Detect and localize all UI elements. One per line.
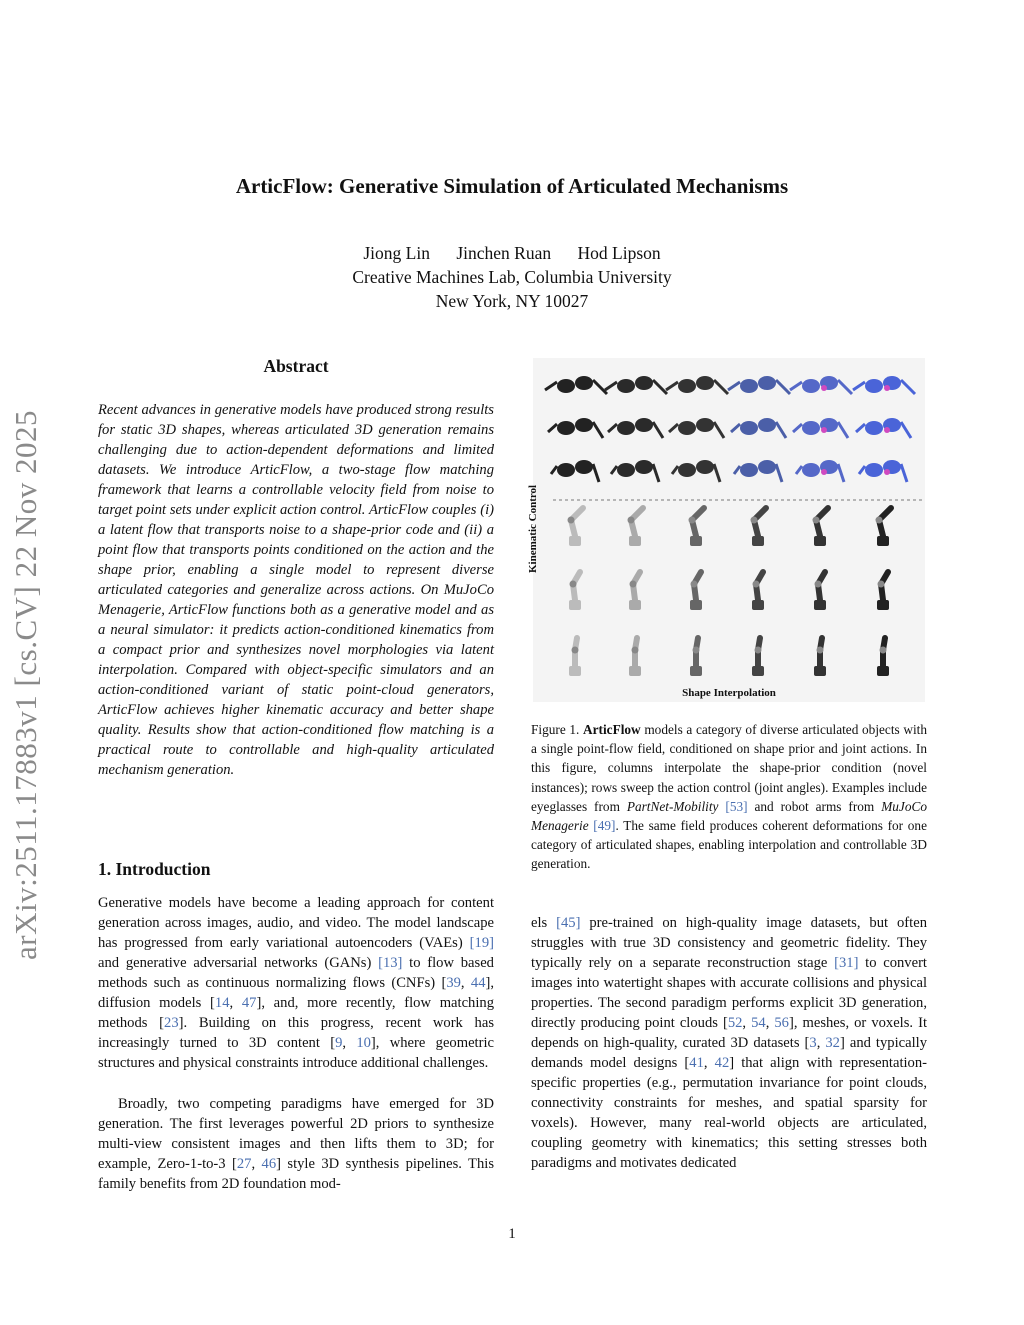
robot-arm-thumbnail-joint: [751, 517, 758, 524]
citation-link[interactable]: 32: [825, 1035, 840, 1051]
eyeglasses-thumbnail-lens: [575, 376, 593, 390]
text-run: ,: [816, 1035, 826, 1051]
caption-italic-1: PartNet-Mobility: [626, 798, 719, 814]
text-run: ,: [229, 995, 242, 1011]
eyeglasses-thumbnail-lens: [617, 379, 635, 393]
robot-arm-thumbnail-joint: [632, 647, 639, 654]
text-run: ], diffusion models [: [98, 975, 495, 1011]
text-run: ] and typically demands model designs [: [531, 1035, 928, 1071]
page-number: 1: [508, 1226, 516, 1242]
eyeglasses-thumbnail-lens: [865, 463, 883, 477]
robot-arm-thumbnail-joint: [630, 581, 637, 588]
author-3: Hod Lipson: [577, 243, 661, 263]
eyeglasses-thumbnail-lens: [678, 421, 696, 435]
eyeglasses-thumbnail-lens: [696, 376, 714, 390]
figure-x-label: Shape Interpolation: [682, 687, 776, 699]
citation-link[interactable]: 54: [751, 1015, 766, 1031]
text-run: and generative adversarial networks (GANs): [98, 955, 379, 971]
text-run: to flow based methods such as continuous normalizing flows (CNFs) [: [98, 955, 494, 991]
citation-link[interactable]: 23: [164, 1015, 179, 1031]
eyeglasses-thumbnail-lens: [696, 418, 714, 432]
eyeglasses-thumbnail-highlight: [884, 385, 890, 391]
text-run: ,: [765, 1015, 775, 1031]
citation-link[interactable]: [19]: [469, 935, 494, 951]
robot-arm-thumbnail-joint: [876, 517, 883, 524]
robot-arm-thumbnail-joint: [878, 581, 885, 588]
robot-arm-thumbnail-joint: [815, 581, 822, 588]
citation-link[interactable]: 10: [356, 1035, 371, 1051]
eyeglasses-thumbnail-highlight: [821, 427, 827, 433]
eyeglasses-thumbnail-highlight: [821, 469, 827, 475]
citation-link[interactable]: 47: [241, 995, 257, 1011]
address: New York, NY 10027: [435, 291, 589, 311]
robot-arm-thumbnail-joint: [691, 581, 698, 588]
eyeglasses-thumbnail-lens: [557, 379, 575, 393]
author-block: [0, 241, 1024, 313]
abstract-heading: Abstract: [263, 356, 329, 376]
eyeglasses-thumbnail-lens: [678, 463, 696, 477]
abstract-text: Recent advances in generative models have produced strong results for static 3D shapes, whereas articulated 3D generation remains challenging due to action-dependent deformations and limited datasets. We introduce ArticFlow, a two-stage flow matching framework that learns a controllable velocity field from noise to target point sets under explicit action control. ArticFlow couples (i) a latent flow that transports noise to a shape-prior code and (ii) a point flow that transports points conditioned on the action and the shape prior, enabling a single model to represent diverse articulated categories and generalize across actions. On MuJoCo Menagerie, ArticFlow functions both as a generative model and as a neural simulator: it predicts action-conditioned kinematics from a compact prior and synthesizes novel morphologies via latent interpolation. Compared with object-specific simulators and an action-conditioned variant of static point-cloud generators, ArticFlow achieves higher kinematic accuracy and better shape quality. Results show that action-conditioned flow matching is a practical route to controllable and high-quality articulated mechanism generation.: [98, 402, 494, 778]
text-run: els: [531, 915, 557, 931]
eyeglasses-thumbnail-lens: [740, 379, 758, 393]
citation-link[interactable]: 44: [470, 975, 486, 991]
text-run: ] style 3D synthesis pipelines. This family benefits from 2D foundation mod-: [98, 1156, 495, 1192]
citation-link[interactable]: 46: [261, 1156, 277, 1172]
intro-paragraph-1: [98, 893, 494, 1073]
eyeglasses-thumbnail-lens: [617, 421, 635, 435]
robot-arm-thumbnail-joint: [817, 647, 824, 654]
author-2: Jinchen Ruan: [456, 243, 552, 263]
text-run: ,: [342, 1035, 357, 1051]
caption-part-1: models a category of diverse articulated objects with a single point-flow field, conditioned on shape prior and joint actions. In this figure, columns interpolate the shape-prior condition (novel instances); rows sweep the action control (joint angles). Examples include eyeglasses from: [531, 722, 927, 814]
citation-link[interactable]: 39: [446, 975, 461, 991]
eyeglasses-thumbnail-lens: [802, 463, 820, 477]
text-run: pre-trained on high-quality image datasets, but often struggles with true 3D consistency and geometric fidelity. They typically rely on a separate reconstruction stage: [531, 915, 927, 971]
caption-label: Figure 1.: [531, 722, 580, 737]
text-run: ], meshes, or voxels. It depends on high-quality, curated 3D datasets [: [531, 1015, 928, 1051]
citation-link[interactable]: 14: [214, 995, 230, 1011]
citation-link[interactable]: [13]: [378, 955, 403, 971]
paper-title: ArticFlow: Generative Simulation of Articulated Mechanisms: [235, 174, 789, 198]
robot-arm-thumbnail-joint: [568, 517, 575, 524]
eyeglasses-thumbnail-lens: [635, 376, 653, 390]
robot-arm-thumbnail-joint: [753, 581, 760, 588]
figure-image: [533, 358, 925, 702]
eyeglasses-thumbnail-lens: [678, 379, 696, 393]
eyeglasses-thumbnail-lens: [575, 460, 593, 474]
text-run: ,: [703, 1055, 715, 1071]
intro-heading: 1. Introduction: [98, 859, 211, 879]
intro-paragraph-3: [531, 913, 927, 1173]
caption-part-3: . The same field produces coherent deformations for one category of articulated shapes, enabling interpolation and controllable 3D generation.: [531, 818, 927, 872]
caption-ref-2[interactable]: [49]: [593, 818, 616, 834]
text-run: Broadly, two competing paradigms have emerged for 3D generation. The first leverages powerful 2D priors to synthesize multi-view consistent images and then lifts them to 3D; for example, Zero-1-to-3 [: [98, 1096, 494, 1172]
intro-paragraph-2: [98, 1094, 494, 1194]
robot-arm-thumbnail-joint: [755, 647, 762, 654]
arxiv-stamp: arXiv:2511.17883v1 [cs.CV] 22 Nov 2025: [8, 410, 43, 960]
eyeglasses-thumbnail-lens: [740, 421, 758, 435]
caption-bold: ArticFlow: [583, 722, 641, 737]
eyeglasses-thumbnail-lens: [865, 379, 883, 393]
figure-1: [527, 358, 925, 702]
eyeglasses-thumbnail-lens: [758, 418, 776, 432]
robot-arm-thumbnail-joint: [570, 581, 577, 588]
eyeglasses-thumbnail-highlight: [884, 469, 890, 475]
robot-arm-thumbnail-joint: [693, 647, 700, 654]
text-run: ]. Building on this progress, recent work has increasingly turned to 3D content [: [98, 1015, 495, 1051]
text-run: ,: [460, 975, 471, 991]
text-run: ], where geometric structures and physical constraints introduce additional challenges.: [98, 1035, 494, 1071]
robot-arm-thumbnail-joint: [689, 517, 696, 524]
robot-arm-thumbnail-joint: [572, 647, 579, 654]
eyeglasses-thumbnail-lens: [635, 418, 653, 432]
citation-link[interactable]: 9: [335, 1035, 343, 1051]
citation-link[interactable]: 56: [774, 1015, 789, 1031]
figure-caption: [531, 720, 927, 874]
text-run: ,: [742, 1015, 752, 1031]
robot-arm-thumbnail-joint: [628, 517, 635, 524]
eyeglasses-thumbnail-lens: [865, 421, 883, 435]
text-run: ,: [251, 1156, 262, 1172]
eyeglasses-thumbnail-lens: [557, 421, 575, 435]
citation-link[interactable]: 52: [727, 1015, 743, 1031]
robot-arm-thumbnail-joint: [813, 517, 820, 524]
eyeglasses-thumbnail-lens: [575, 418, 593, 432]
figure-y-label: Kinematic Control: [527, 484, 539, 573]
citation-link[interactable]: 3: [809, 1035, 817, 1051]
eyeglasses-thumbnail-lens: [802, 379, 820, 393]
text-run: ], and, more recently, flow matching methods [: [98, 995, 495, 1031]
eyeglasses-thumbnail-lens: [696, 460, 714, 474]
citation-link[interactable]: 41: [689, 1055, 704, 1071]
eyeglasses-thumbnail-lens: [758, 460, 776, 474]
affiliation: Creative Machines Lab, Columbia University: [352, 267, 672, 287]
text-run: ] that align with representation-specific properties (e.g., permutation invariance for point clouds, connectivity constraints for meshes, and spatial sparsity for voxels). However, many real-world objects are articulated, coupling geometry with kinematics; this setting stresses both paradigms and motivates dedicated: [531, 1055, 928, 1171]
citation-link[interactable]: 27: [236, 1156, 252, 1172]
eyeglasses-thumbnail-lens: [635, 460, 653, 474]
robot-arm-thumbnail-joint: [880, 647, 887, 654]
caption-ref-1[interactable]: [53]: [725, 798, 748, 814]
citation-link[interactable]: [31]: [834, 955, 859, 971]
caption-part-2: and robot arms from: [747, 798, 882, 814]
figure-background: [533, 358, 925, 702]
eyeglasses-thumbnail-highlight: [884, 427, 890, 433]
text-run: Generative models have become a leading approach for content generation across images, audio, and video. The model landscape has progressed from early variational autoencoders (VAEs): [98, 895, 494, 951]
author-names: [0, 241, 1024, 265]
eyeglasses-thumbnail-lens: [740, 463, 758, 477]
text-run: to convert images into watertight shapes with accurate collisions and physical properties. The second paradigm performs explicit 3D generation, directly producing point clouds [: [531, 955, 927, 1031]
eyeglasses-thumbnail-lens: [617, 463, 635, 477]
eyeglasses-thumbnail-lens: [802, 421, 820, 435]
caption-italic-2: MuJoCo Menagerie: [531, 798, 927, 834]
citation-link[interactable]: 42: [714, 1055, 730, 1071]
citation-link[interactable]: [45]: [556, 915, 581, 931]
eyeglasses-thumbnail-highlight: [821, 385, 827, 391]
eyeglasses-thumbnail-lens: [758, 376, 776, 390]
author-1: Jiong Lin: [363, 243, 430, 263]
eyeglasses-thumbnail-lens: [557, 463, 575, 477]
